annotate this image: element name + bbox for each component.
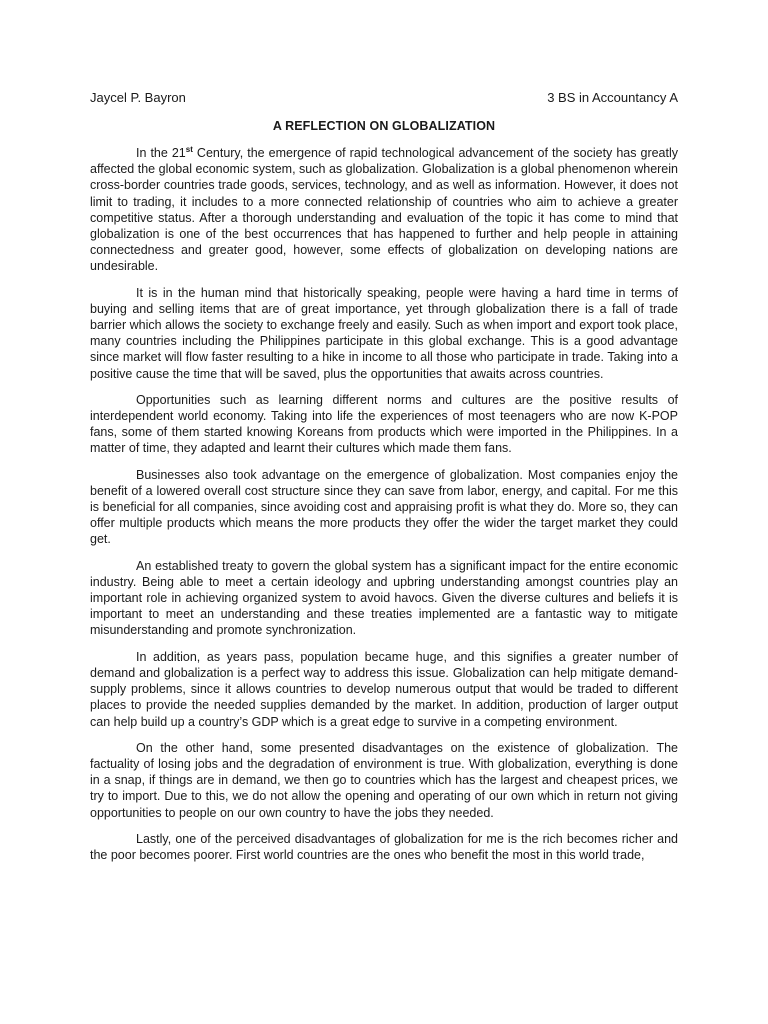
course-section: 3 BS in Accountancy A <box>547 90 678 105</box>
paragraph: It is in the human mind that historically speaking, people were having a hard time in terms of buying and selling items that are of great importance, yet through globalization there is a fall of trade barrier which allows the society to exchange freely and easily. Such as when import and export took place, many countries including the Philippines participate in this global exchange. This is a good advantage since market will flow faster resulting to a hike in income to all those who participate in trade. Taking into a positive cause the time that will be saved, plus the opportunities that awaits across countries. <box>90 285 678 381</box>
paragraph: Opportunities such as learning different norms and cultures are the positive results of interdependent world economy. Taking into life the experiences of most teenagers who are now K-POP fans, some of them started knowing Koreans from products which were imported in the Philippines. In a matter of time, they adapted and learnt their cultures which made them fans. <box>90 392 678 456</box>
document-title: A REFLECTION ON GLOBALIZATION <box>272 119 496 133</box>
paragraph: Businesses also took advantage on the emergence of globalization. Most companies enjoy the benefit of a lowered overall cost structure since they can save from labor, energy, and capital. For me this is beneficial for all companies, since avoiding cost and appraising profit is what they do. More so, they can offer multiple products which means the more products they offer the wider the target market they could get. <box>90 467 678 547</box>
intro-rest: Century, the emergence of rapid technological advancement of the society has greatly affected the global economic system, such as globalization. Globalization is a global phenomenon wherein cross-border countries trade goods, services, technology, and as well as information. However, it does not limit to trading, it includes to a more connected relationship of countries who aim to achieve a greater competitive status. After a thorough understanding and evaluation of the topic it has come to mind that globalization is one of the best occurrences that has happened to further and help people in attaining connectedness and greater good, however, some effects of globalization on developing nations are undesirable. <box>90 146 679 274</box>
paragraph: In addition, as years pass, population became huge, and this signifies a greater number of demand and globalization is a perfect way to address this issue. Globalization can help mitigate demand-supply problems, since it allows countries to develop numerous output that would be traded to different places to provide the needed supplies demanded by the market. In addition, production of larger output can help build up a country’s GDP which is a great edge to survive in a competing environment. <box>90 649 678 729</box>
document-page <box>90 90 678 863</box>
paragraph: Lastly, one of the perceived disadvantages of globalization for me is the rich becomes richer and the poor becomes poorer. First world countries are the ones who benefit the most in this world trade, <box>90 831 678 862</box>
document-header <box>90 90 678 108</box>
intro-superscript: st <box>185 144 193 154</box>
paragraph: On the other hand, some presented disadvantages on the existence of globalization. The factuality of losing jobs and the degradation of environment is true. With globalization, everything is done in a snap, if things are in demand, we then go to countries which has the largest and cheapest prices, we try to import. Due to this, we do not allow the opening and operating of our own which in return not giving opportunities to people on our own country to have the jobs they needed. <box>90 740 678 820</box>
author-name: Jaycel P. Bayron <box>90 90 186 105</box>
paragraph-intro <box>90 145 678 275</box>
intro-lead: In the 21 <box>136 146 186 160</box>
paragraph: An established treaty to govern the global system has a significant impact for the entire economic industry. Being able to meet a certain ideology and upbring understanding amongst countries play an important role in achieving organized system to avoid havocs. Given the diverse cultures and beliefs it is important to meet an understanding and these treaties implemented are a fantastic way to mitigate misunderstanding and promote synchronization. <box>90 558 678 638</box>
